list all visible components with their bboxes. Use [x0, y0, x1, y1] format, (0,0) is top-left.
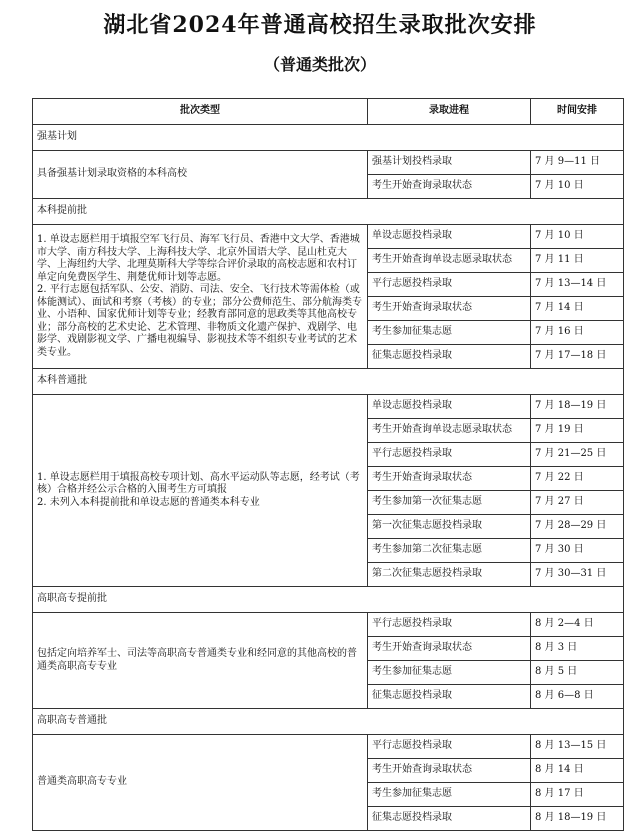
stage-cell: 考生参加第二次征集志愿 [368, 539, 531, 563]
stage-cell: 考生开始查询录取状态 [368, 175, 531, 199]
stage-cell: 考生开始查询单设志愿录取状态 [368, 419, 531, 443]
time-cell: 8 月 5 日 [531, 661, 624, 685]
section-title: 高职高专提前批 [33, 587, 624, 613]
stage-cell: 考生参加征集志愿 [368, 661, 531, 685]
description-line: 具备强基计划录取资格的本科高校 [37, 168, 187, 180]
table-header-row [33, 99, 624, 125]
batch-description [33, 613, 368, 709]
batch-description [33, 151, 368, 199]
description-line: 包括定向培养军士、司法等高职高专普通类专业和经同意的其他高校的普通类高职高专专业 [37, 648, 357, 672]
section-header-row [33, 709, 624, 735]
stage-cell: 第一次征集志愿投档录取 [368, 515, 531, 539]
section-header-row [33, 125, 624, 151]
header-time: 时间安排 [531, 99, 624, 125]
description-line: 2. 未列入本科提前批和单设志愿的普通类本科专业 [37, 496, 260, 508]
stage-cell: 单设志愿投档录取 [368, 395, 531, 419]
table-row [33, 613, 624, 637]
time-cell: 7 月 27 日 [531, 491, 624, 515]
time-cell: 8 月 2—4 日 [531, 613, 624, 637]
section-title: 高职高专普通批 [33, 709, 624, 735]
time-cell: 7 月 11 日 [531, 249, 624, 273]
stage-cell: 征集志愿投档录取 [368, 345, 531, 369]
time-cell: 7 月 22 日 [531, 467, 624, 491]
description-line: 1. 单设志愿栏用于填报空军飞行员、海军飞行员、香港中文大学、香港城市大学、南方科技大学、上海科技大学、北京外国语大学、昆山杜克大学、上海纽约大学、北理莫斯科大学等综合评价录取的高校志愿和农村订单定向免费医学生、荆楚优师计划等志愿。 [37, 234, 360, 283]
time-cell: 7 月 14 日 [531, 297, 624, 321]
document-subtitle: （普通类批次） [263, 55, 376, 74]
table-row [33, 735, 624, 759]
description-line: 普通类高职高专专业 [37, 776, 127, 788]
stage-cell: 考生参加征集志愿 [368, 783, 531, 807]
time-cell: 7 月 10 日 [531, 225, 624, 249]
time-cell: 7 月 21—25 日 [531, 443, 624, 467]
stage-cell: 考生参加征集志愿 [368, 321, 531, 345]
time-cell: 7 月 17—18 日 [531, 345, 624, 369]
stage-cell: 第二次征集志愿投档录取 [368, 563, 531, 587]
time-cell: 8 月 18—19 日 [531, 807, 624, 831]
time-cell: 7 月 9—11 日 [531, 151, 624, 175]
header-batch-type: 批次类型 [33, 99, 368, 125]
section-title: 强基计划 [33, 125, 624, 151]
stage-cell: 征集志愿投档录取 [368, 807, 531, 831]
stage-cell: 平行志愿投档录取 [368, 443, 531, 467]
table-row [33, 151, 624, 175]
stage-cell: 考生开始查询录取状态 [368, 467, 531, 491]
time-cell: 8 月 3 日 [531, 637, 624, 661]
section-header-row [33, 199, 624, 225]
section-header-row [33, 587, 624, 613]
stage-cell: 考生开始查询录取状态 [368, 297, 531, 321]
time-cell: 7 月 18—19 日 [531, 395, 624, 419]
table-row [33, 395, 624, 419]
schedule-table [32, 98, 624, 831]
time-cell: 7 月 10 日 [531, 175, 624, 199]
time-cell: 8 月 17 日 [531, 783, 624, 807]
time-cell: 7 月 19 日 [531, 419, 624, 443]
stage-cell: 考生开始查询录取状态 [368, 637, 531, 661]
header-progress: 录取进程 [368, 99, 531, 125]
stage-cell: 平行志愿投档录取 [368, 273, 531, 297]
stage-cell: 平行志愿投档录取 [368, 613, 531, 637]
table-row [33, 225, 624, 249]
time-cell: 7 月 13—14 日 [531, 273, 624, 297]
batch-description [33, 735, 368, 831]
schedule-body [33, 125, 624, 831]
stage-cell: 平行志愿投档录取 [368, 735, 531, 759]
stage-cell: 考生开始查询单设志愿录取状态 [368, 249, 531, 273]
description-line: 1. 单设志愿栏用于填报高校专项计划、高水平运动队等志愿，经考试（考核）合格并经公示合格的入围考生方可填报 [37, 471, 360, 496]
stage-cell: 考生开始查询录取状态 [368, 759, 531, 783]
time-cell: 8 月 14 日 [531, 759, 624, 783]
time-cell: 7 月 30—31 日 [531, 563, 624, 587]
time-cell: 8 月 13—15 日 [531, 735, 624, 759]
section-title: 本科普通批 [33, 369, 624, 395]
description-line: 2. 平行志愿包括军队、公安、消防、司法、安全、飞行技术等需体检（或体能测试）、面试和考察（考核）的专业；部分公费师范生、部分航海类专业、小语种、国家优师计划等专业；经教育部同意的思政类等其他高校专业；部分高校的艺术史论、艺术管理、非物质文化遗产保护、戏剧学、电影学、戏剧影视文学、广播电视编导、影视技术等不组织专业考试的艺术类专业。 [37, 284, 362, 358]
time-cell: 8 月 6—8 日 [531, 685, 624, 709]
stage-cell: 单设志愿投档录取 [368, 225, 531, 249]
batch-description [33, 225, 368, 369]
time-cell: 7 月 28—29 日 [531, 515, 624, 539]
stage-cell: 考生参加第一次征集志愿 [368, 491, 531, 515]
stage-cell: 征集志愿投档录取 [368, 685, 531, 709]
section-title: 本科提前批 [33, 199, 624, 225]
section-header-row [33, 369, 624, 395]
stage-cell: 强基计划投档录取 [368, 151, 531, 175]
batch-description [33, 395, 368, 587]
time-cell: 7 月 30 日 [531, 539, 624, 563]
time-cell: 7 月 16 日 [531, 321, 624, 345]
document-title: 湖北省2024年普通高校招生录取批次安排 [103, 12, 537, 38]
